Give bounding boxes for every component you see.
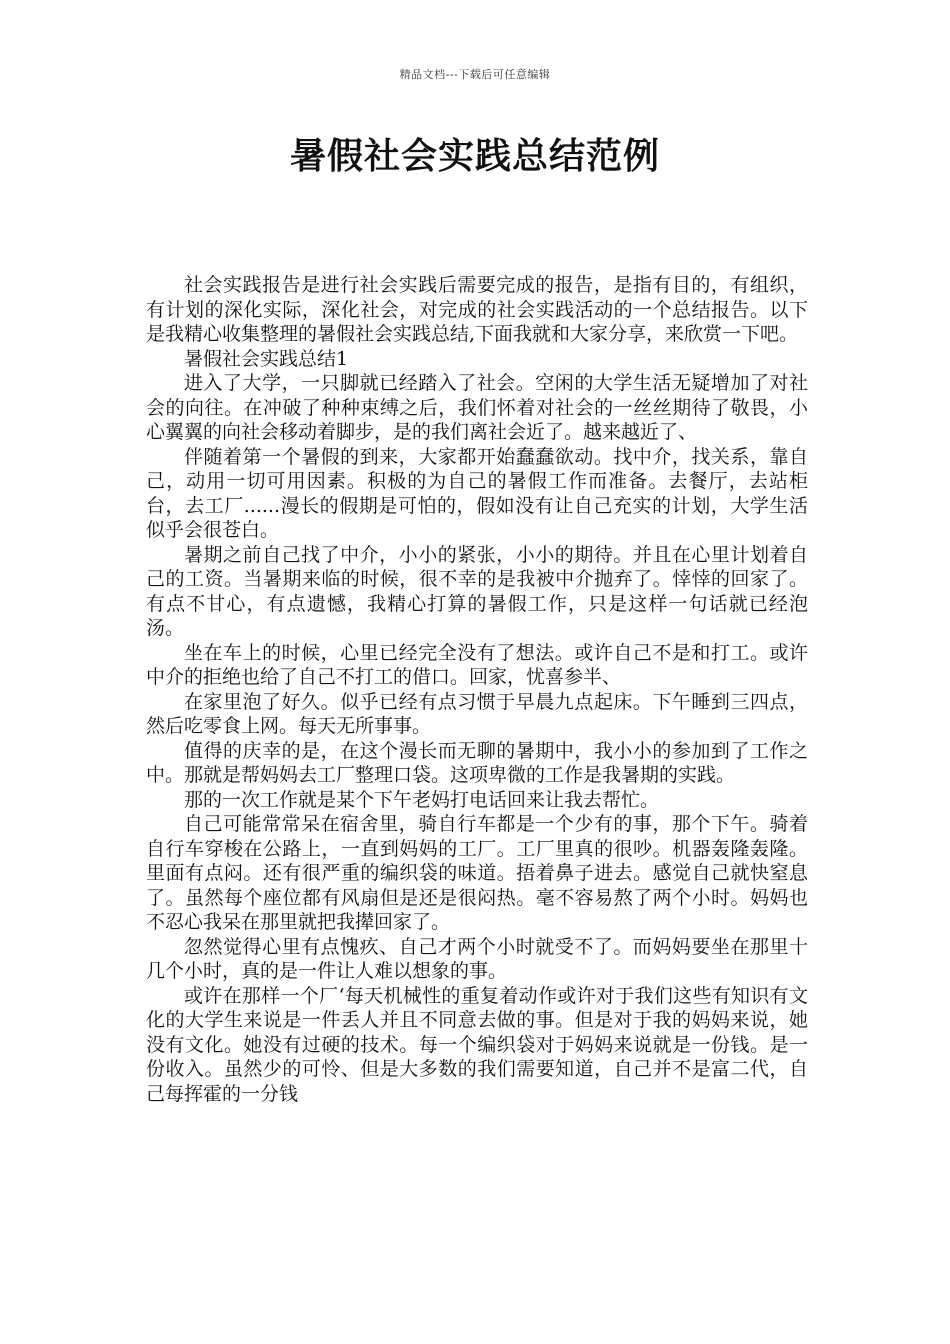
- header-note: 精品文档---下载后可任意编辑: [399, 68, 551, 81]
- paragraph: 坐在车上的时候，心里已经完全没有了想法。或许自己不是和打工。或许中介的拒绝也给了自己不打工的借口。回家，忧喜参半、: [146, 641, 808, 688]
- paragraph: 进入了大学，一只脚就已经踏入了社会。空闲的大学生活无疑增加了对社会的向往。在冲破了种种束缚之后，我们怀着对社会的一丝丝期待了敬畏，小心翼翼的向社会移动着脚步，是的我们离社会近了。越来越近了、: [146, 372, 808, 443]
- paragraph: 值得的庆幸的是，在这个漫长而无聊的暑期中，我小小的参加到了工作之中。那就是帮妈妈去工厂整理口袋。这项卑微的工作是我暑期的实践。: [146, 739, 808, 786]
- paragraph: 暑期之前自己找了中介，小小的紧张，小小的期待。并且在心里计划着自己的工资。当暑期来临的时候，很不幸的是我被中介抛弃了。悻悻的回家了。有点不甘心，有点遗憾，我精心打算的暑假工作，只是这样一句话就已经泡汤。: [146, 543, 808, 639]
- paragraph: 忽然觉得心里有点愧疚、自己才两个小时就受不了。而妈妈要坐在那里十几个小时，真的是一件让人难以想象的事。: [146, 935, 808, 982]
- document-body: [146, 273, 808, 1106]
- paragraph: 那的一次工作就是某个下午老妈打电话回来让我去帮忙。: [184, 788, 660, 811]
- paragraph: 伴随着第一个暑假的到来，大家都开始蠢蠢欲动。找中介，找关系，靠自己，动用一切可用因素。积极的为自己的暑假工作而准备。去餐厅，去站柜台，去工厂......漫长的假期是可怕的，假如没有让自己充实的计划，大学生活似乎会很苍白。: [146, 445, 808, 541]
- paragraph: 在家里泡了好久。似乎已经有点习惯于早晨九点起床。下午睡到三四点，然后吃零食上网。每天无所事事。: [146, 690, 808, 737]
- paragraph: 或许在那样一个厂‘每天机械性的重复着动作或许对于我们这些有知识有文化的大学生来说是一件丢人并且不同意去做的事。但是对于我的妈妈来说，她没有文化。她没有过硬的技术。每一个编织袋对于妈妈来说就是一份钱。是一份收入。虽然少的可怜、但是大多数的我们需要知道，自己并不是富二代，自己每挥霍的一分钱: [146, 984, 808, 1105]
- section-heading: 暑假社会实践总结1: [184, 347, 349, 370]
- paragraph-intro: 社会实践报告是进行社会实践后需要完成的报告，是指有目的，有组织，有计划的深化实际，深化社会，对完成的社会实践活动的一个总结报告。以下是我精心收集整理的暑假社会实践总结,下面我就和大家分享，来欣赏一下吧。: [146, 274, 808, 345]
- paragraph: 自己可能常常呆在宿舍里，骑自行车都是一个少有的事，那个下午。骑着自行车穿梭在公路上，一直到妈妈的工厂。工厂里真的很吵。机器轰隆轰隆。里面有点闷。还有很严重的编织袋的味道。捂着鼻子进去。感觉自己就快窒息了。虽然每个座位都有风扇但是还是很闷热。毫不容易熬了两个小时。妈妈也不忍心我呆在那里就把我撵回家了。: [146, 813, 808, 933]
- document-title: 暑假社会实践总结范例: [289, 136, 660, 177]
